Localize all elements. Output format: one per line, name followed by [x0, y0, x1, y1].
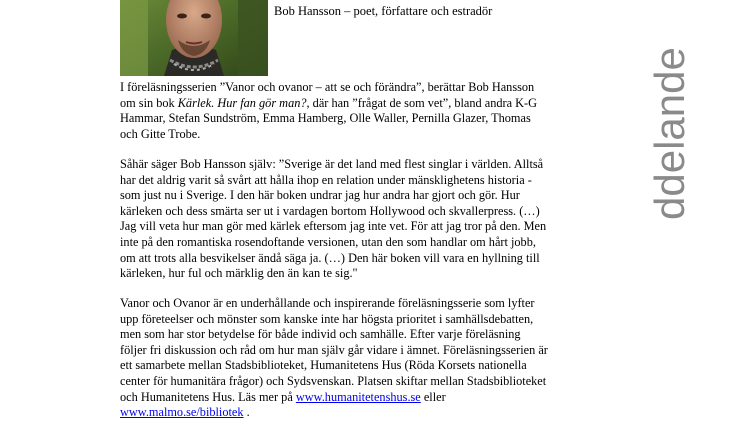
- author-photo: [120, 0, 268, 76]
- series-line: center för humanitära frågor) och Sydsvenskan. Platsen skiftar mellan Stadsbiblioteket: [120, 373, 547, 388]
- book-title: Kärlek. Hur fan gör man?: [177, 95, 307, 110]
- side-heading-text: ddelande: [646, 47, 693, 220]
- humanitetenshus-link[interactable]: www.humanitetenshus.se: [295, 389, 421, 404]
- malmo-bibliotek-link[interactable]: www.malmo.se/bibliotek: [120, 405, 244, 420]
- intro-line-2-start: om sin bok: [120, 95, 178, 110]
- intro-line-1: I föreläsningsserien ”Vanor och ovanor – att se och förändra”, berättar Bob Hansson: [120, 80, 535, 94]
- series-line-8-end: .: [243, 405, 250, 420]
- series-paragraph: [120, 296, 605, 421]
- quote-line: om att trots alla besvikelser ändå säga ja. (…) Den här boken vill vara en hyllning till: [120, 250, 540, 265]
- author-photo-image: [120, 0, 268, 76]
- series-line: följer fri diskussion och råd om hur man själv går vidare i ämnet. Föreläsningsserien är: [120, 342, 548, 357]
- side-heading: [646, 0, 693, 222]
- series-line-8: [120, 405, 605, 421]
- series-line: men som har stor betydelse för både individ och samhälle. Efter varje föreläsning: [120, 327, 521, 342]
- quote-line: som just nu i Sverige. I den här boken undrar jag hur andra har gjort och gör. Hur: [120, 188, 520, 203]
- quote-paragraph: [120, 157, 605, 282]
- series-line-7: [120, 390, 605, 406]
- quote-line: Såhär säger Bob Hansson själv: ”Sverige är det land med flest singlar i världen. Alltså: [120, 157, 544, 171]
- quote-line: kärleken, hur ful och märklig den än kan te sig.": [120, 266, 358, 281]
- intro-paragraph: [120, 80, 605, 142]
- series-line: upp företeelser och mönster som kanske inte har högsta prioritet i samhällsdebatten,: [120, 311, 534, 326]
- series-line: Vanor och Ovanor är en underhållande och inspirerande föreläsningsserie som lyfter: [120, 296, 535, 310]
- quote-line: har det aldrig varit så svårt att hålla ihop en relation under mänsklighetens historia -: [120, 172, 532, 187]
- series-line-7-start: och Humanitetens Hus. Läs mer på: [120, 389, 296, 404]
- quote-line: kärleken och dess smärta ser ut i vardagen bortom Hollywood och skvallerpress. (…): [120, 203, 540, 218]
- intro-line-2: [120, 96, 605, 112]
- series-line: ett samarbete mellan Stadsbiblioteket, Humanitetens Hus (Röda Korsets nationella: [120, 358, 527, 373]
- quote-line: Jag vill veta hur man gör med kärlek eftersom jag inte vet. För att jag tror på den. Men: [120, 219, 547, 234]
- intro-line-3: Hammar, Stefan Sundström, Emma Hamberg, Olle Waller, Pernilla Glazer, Thomas: [120, 111, 531, 126]
- intro-line-2-end: , där han ”frågat de som vet”, bland andra K-G: [306, 95, 537, 110]
- series-line-7-end: eller: [420, 389, 446, 404]
- photo-caption: Bob Hansson – poet, författare och estradör: [274, 4, 493, 18]
- quote-line: inte på den romantiska rosendoftande versionen, utan den som handlar om hårt jobb,: [120, 234, 536, 249]
- intro-line-4: och Gitte Trobe.: [120, 126, 201, 141]
